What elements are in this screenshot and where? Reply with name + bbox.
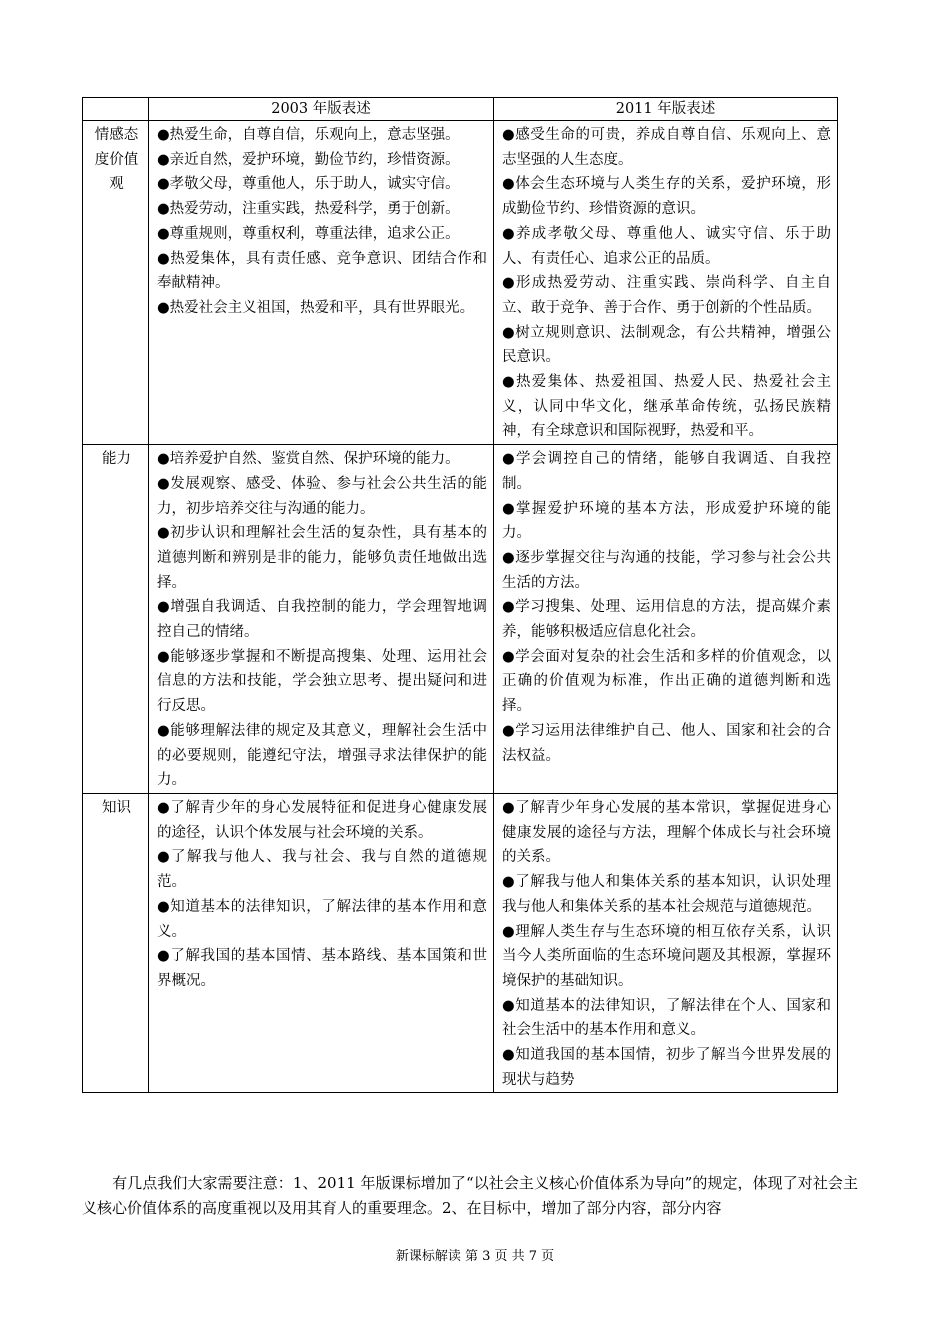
list-item: ●培养爱护自然、鉴赏自然、保护环境的能力。 xyxy=(157,451,460,468)
list-item: ●能够理解法律的规定及其意义，理解社会生活中的必要规则，能遵纪守法，增强寻求法律保护的能力。 xyxy=(157,722,487,789)
table-row xyxy=(83,445,838,794)
cell-2011 xyxy=(494,445,838,794)
list-item: ●初步认识和理解社会生活的复杂性，具有基本的道德判断和辨别是非的能力，能够负责任地做出选择。 xyxy=(157,525,487,591)
list-item: ●尊重规则，尊重权利，尊重法律，追求公正。 xyxy=(157,225,460,242)
cell-2003 xyxy=(149,445,494,794)
list-item: ●增强自我调适、自我控制的能力，学会理智地调控自己的情绪。 xyxy=(157,599,487,641)
paragraph-text: 有几点我们大家需要注意：1、2011 年版课标增加了“以社会主义核心价值体系为导向”的规定，体现了对社会主义核心价值体系的高度重视以及用其育人的重要理念。2、在目标中，增加了部分内容，部分内容 xyxy=(82,1174,858,1217)
cell-2003 xyxy=(149,121,494,445)
cell-2011 xyxy=(494,793,838,1092)
list-item: ●理解人类生存与生态环境的相互依存关系，认识当今人类所面临的生态环境问题及其根源，掌握环境保护的基础知识。 xyxy=(502,923,831,989)
list-item: ●能够逐步掌握和不断提高搜集、处理、运用社会信息的方法和技能，学会独立思考、提出疑问和进行反思。 xyxy=(157,648,487,715)
list-item: ●养成孝敬父母、尊重他人、诚实守信、乐于助人、有责任心、追求公正的品质。 xyxy=(502,225,831,267)
cell-2003 xyxy=(149,793,494,1092)
list-item: ●热爱生命，自尊自信，乐观向上，意志坚强。 xyxy=(157,127,460,143)
list-item: ●了解青少年身心发展的基本常识，掌握促进身心健康发展的途径与方法，理解个体成长与社会环境的关系。 xyxy=(502,799,831,866)
list-item: ●学习运用法律维护自己、他人、国家和社会的合法权益。 xyxy=(502,722,831,764)
table-header-row xyxy=(83,98,838,121)
list-item: ●知道我国的基本国情，初步了解当今世界发展的现状与趋势 xyxy=(502,1047,831,1088)
list-item: ●学会面对复杂的社会生活和多样的价值观念，以正确的价值观为标准，作出正确的道德判断和选择。 xyxy=(502,648,831,715)
list-item: ●发展观察、感受、体验、参与社会公共生活的能力，初步培养交往与沟通的能力。 xyxy=(157,475,487,517)
list-item: ●热爱劳动，注重实践，热爱科学，勇于创新。 xyxy=(157,201,460,218)
list-item: ●热爱集体，具有责任感、竞争意识、团结合作和奉献精神。 xyxy=(157,250,487,292)
header-2011: 2011 年版表述 xyxy=(494,98,838,121)
list-item: ●亲近自然，爱护环境，勤俭节约，珍惜资源。 xyxy=(157,151,460,168)
list-item: ●逐步掌握交往与沟通的技能，学习参与社会公共生活的方法。 xyxy=(502,549,831,591)
header-2003: 2003 年版表述 xyxy=(149,98,494,121)
table-row xyxy=(83,121,838,445)
list-item: ●形成热爱劳动、注重实践、崇尚科学、自主自立、敢于竞争、善于合作、勇于创新的个性品质。 xyxy=(502,275,831,316)
body-paragraph xyxy=(82,1171,858,1221)
header-blank-cell xyxy=(83,98,149,121)
list-item: ●热爱社会主义祖国，热爱和平，具有世界眼光。 xyxy=(157,299,475,316)
list-item: ●孝敬父母，尊重他人，乐于助人，诚实守信。 xyxy=(157,176,460,193)
list-item: ●学习搜集、处理、运用信息的方法，提高媒介素养，能够积极适应信息化社会。 xyxy=(502,599,831,641)
list-item: ●掌握爱护环境的基本方法，形成爱护环境的能力。 xyxy=(502,500,831,542)
row-category: 能力 xyxy=(83,445,149,794)
row-category: 知识 xyxy=(83,793,149,1092)
list-item: ●树立规则意识、法制观念，有公共精神，增强公民意识。 xyxy=(502,324,831,366)
table-row xyxy=(83,793,838,1092)
cell-2011 xyxy=(494,121,838,445)
row-category: 情感态度价值观 xyxy=(83,121,149,445)
comparison-table xyxy=(82,97,838,1093)
list-item: ●体会生态环境与人类生存的关系，爱护环境，形成勤俭节约、珍惜资源的意识。 xyxy=(502,176,831,218)
list-item: ●热爱集体、热爱祖国、热爱人民、热爱社会主义，认同中华文化，继承革命传统，弘扬民族精神，有全球意识和国际视野，热爱和平。 xyxy=(502,374,831,440)
list-item: ●了解我国的基本国情、基本路线、基本国策和世界概况。 xyxy=(157,948,487,989)
list-item: ●了解我与他人、我与社会、我与自然的道德规范。 xyxy=(157,849,487,891)
list-item: ●了解青少年的身心发展特征和促进身心健康发展的途径，认识个体发展与社会环境的关系。 xyxy=(157,799,487,841)
page-footer: 新课标解读 第 3 页 共 7 页 xyxy=(395,1249,555,1264)
list-item: ●知道基本的法律知识，了解法律在个人、国家和社会生活中的基本作用和意义。 xyxy=(502,997,831,1039)
list-item: ●了解我与他人和集体关系的基本知识，认识处理我与他人和集体关系的基本社会规范与道德规范。 xyxy=(502,874,831,915)
list-item: ●感受生命的可贵，养成自尊自信、乐观向上、意志坚强的人生态度。 xyxy=(502,127,831,168)
list-item: ●知道基本的法律知识，了解法律的基本作用和意义。 xyxy=(157,898,487,940)
list-item: ●学会调控自己的情绪，能够自我调适、自我控制。 xyxy=(502,451,831,492)
